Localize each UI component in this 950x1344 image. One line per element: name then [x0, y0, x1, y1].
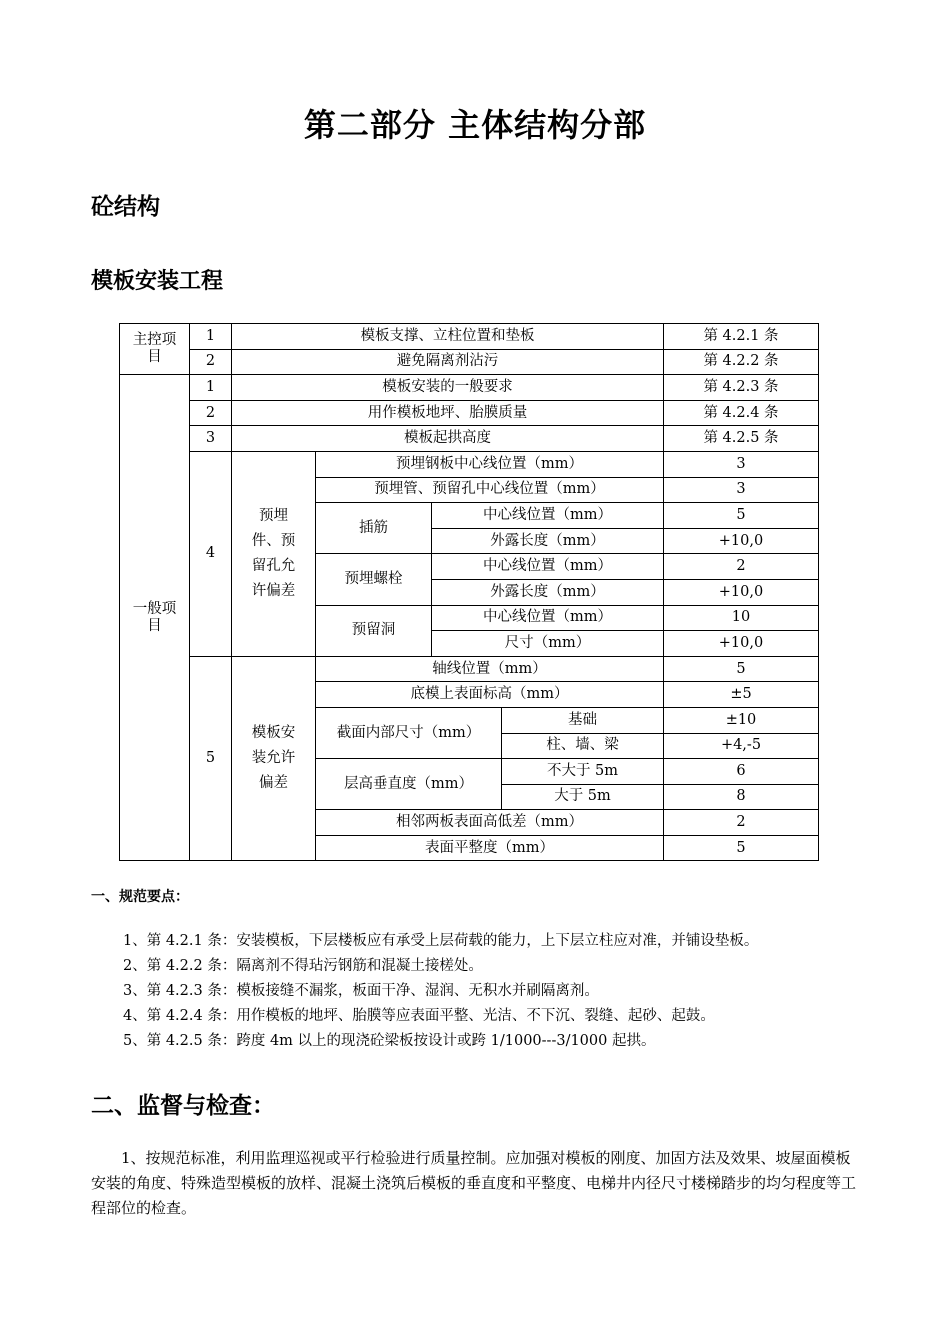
table-row — [120, 656, 819, 682]
item-value: 8 — [664, 784, 819, 810]
item-no: 2 — [190, 349, 232, 375]
sub-label-rebar: 插筋 — [316, 503, 432, 554]
item-value: 3 — [664, 451, 819, 477]
item-value: 3 — [664, 477, 819, 503]
sub-label-bolt: 预埋螺栓 — [316, 554, 432, 605]
item-value: 2 — [664, 810, 819, 836]
section-heading-supervision: 二、监督与检查： — [91, 1093, 275, 1119]
item-no: 1 — [190, 375, 232, 401]
item-value: +10,0 — [664, 579, 819, 605]
group-label-embedded: 预埋件、预留孔允许偏差 — [232, 451, 316, 656]
item-name: 底模上表面标高（mm） — [316, 682, 664, 708]
item-name: 柱、墙、梁 — [502, 733, 664, 759]
item-value: +10,0 — [664, 528, 819, 554]
item-ref: 第 4.2.2 条 — [664, 349, 819, 375]
category-main-control: 主控项目 — [120, 324, 190, 375]
item-ref: 第 4.2.5 条 — [664, 426, 819, 452]
item-name: 相邻两板表面高低差（mm） — [316, 810, 664, 836]
item-no: 5 — [190, 656, 232, 861]
item-name: 不大于 5m — [502, 759, 664, 785]
item-name: 模板起拱高度 — [232, 426, 664, 452]
table-row — [120, 324, 819, 350]
table-row — [120, 349, 819, 375]
list-item: 1、第 4.2.1 条：安装模板，下层楼板应有承受上层荷载的能力，上下层立柱应对准，并铺设垫板。 — [123, 933, 759, 949]
item-value: +10,0 — [664, 631, 819, 657]
item-name: 尺寸（mm） — [432, 631, 664, 657]
table-row — [120, 375, 819, 401]
list-item: 4、第 4.2.4 条：用作模板的地坪、胎膜等应表面平整、光洁、不下沉、裂缝、起砂、起鼓。 — [123, 1008, 715, 1024]
item-name: 预埋管、预留孔中心线位置（mm） — [316, 477, 664, 503]
sub-label-section: 截面内部尺寸（mm） — [316, 707, 502, 758]
sub-label-vertical: 层高垂直度（mm） — [316, 759, 502, 810]
item-name: 模板支撑、立柱位置和垫板 — [232, 324, 664, 350]
section-heading-formwork: 模板安装工程 — [91, 269, 224, 294]
item-no: 1 — [190, 324, 232, 350]
category-general: 一般项目 — [120, 375, 190, 861]
item-name: 外露长度（mm） — [432, 528, 664, 554]
item-value: 5 — [664, 503, 819, 529]
item-value: ±10 — [664, 707, 819, 733]
item-name: 表面平整度（mm） — [316, 835, 664, 861]
item-ref: 第 4.2.4 条 — [664, 400, 819, 426]
item-ref: 第 4.2.1 条 — [664, 324, 819, 350]
item-value: 6 — [664, 759, 819, 785]
item-name: 预埋钢板中心线位置（mm） — [316, 451, 664, 477]
item-value: 10 — [664, 605, 819, 631]
item-name: 模板安装的一般要求 — [232, 375, 664, 401]
item-no: 4 — [190, 451, 232, 656]
group-label-install: 模板安装允许偏差 — [232, 656, 316, 861]
item-value: 5 — [664, 835, 819, 861]
sub-label-hole: 预留洞 — [316, 605, 432, 656]
item-name: 外露长度（mm） — [432, 579, 664, 605]
notes-heading: 一、规范要点： — [91, 889, 189, 905]
item-name: 中心线位置（mm） — [432, 554, 664, 580]
item-name: 用作模板地坪、胎膜质量 — [232, 400, 664, 426]
supervision-paragraph: 1、按规范标准，利用监理巡视或平行检验进行质量控制。应加强对模板的刚度、加固方法及效果、坡屋面模板安装的角度、特殊造型模板的放样、混凝土浇筑后模板的垂直度和平整度、电梯井内径尺寸楼梯踏步的均匀程度等工程部位的检查。 — [91, 1149, 857, 1217]
list-item: 5、第 4.2.5 条：跨度 4m 以上的现浇砼梁板按设计或跨 1/1000---3/1000 起拱。 — [123, 1033, 656, 1049]
table-row — [120, 426, 819, 452]
item-no: 3 — [190, 426, 232, 452]
table-row — [120, 451, 819, 477]
item-name: 轴线位置（mm） — [316, 656, 664, 682]
item-value: ±5 — [664, 682, 819, 708]
list-item: 2、第 4.2.2 条：隔离剂不得玷污钢筋和混凝土接槎处。 — [123, 958, 483, 974]
item-ref: 第 4.2.3 条 — [664, 375, 819, 401]
item-name: 避免隔离剂沾污 — [232, 349, 664, 375]
item-name: 大于 5m — [502, 784, 664, 810]
item-value: 2 — [664, 554, 819, 580]
list-item: 3、第 4.2.3 条：模板接缝不漏浆，板面干净、湿润、无积水并刷隔离剂。 — [123, 983, 599, 999]
item-name: 基础 — [502, 707, 664, 733]
table-row — [120, 400, 819, 426]
item-value: 5 — [664, 656, 819, 682]
item-no: 2 — [190, 400, 232, 426]
section-heading-concrete: 砼结构 — [91, 194, 160, 220]
item-name: 中心线位置（mm） — [432, 605, 664, 631]
item-name: 中心线位置（mm） — [432, 503, 664, 529]
spec-table — [119, 323, 819, 861]
page-title: 第二部分 主体结构分部 — [303, 106, 647, 144]
item-value: +4,-5 — [664, 733, 819, 759]
notes-list — [123, 929, 758, 1054]
